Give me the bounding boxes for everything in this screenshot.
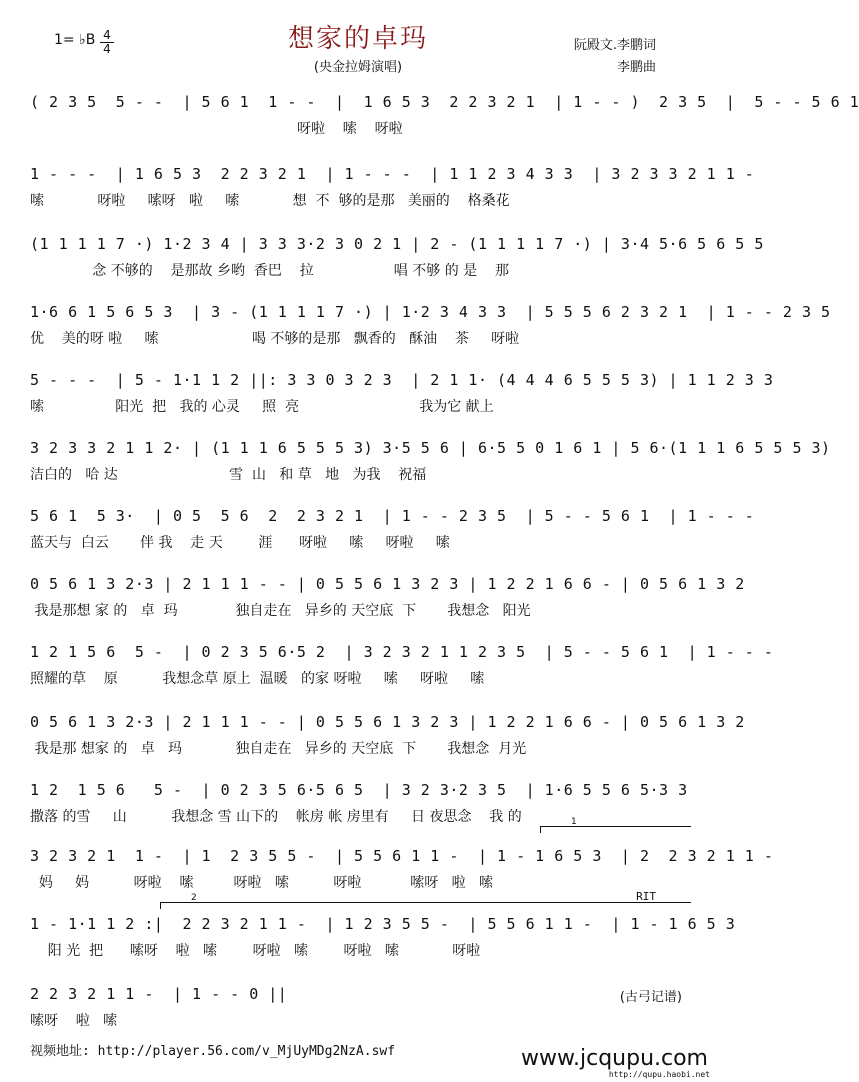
notation-line: 2 2 3 2 1 1 - | 1 - - 0 || [30,985,288,1003]
site-watermark-small: http://qupu.haobi.net [608,1070,710,1079]
composer-credit: 李鹏曲 [616,60,656,75]
score-line [30,92,859,138]
lyric-line: 阳 光 把 嗦呀 啦 嗦 呀啦 嗦 呀啦 嗦 呀啦 [30,943,481,959]
score-line [30,234,764,280]
notation-line: 1 2 1 5 6 5 - | 0 2 3 5 6·5 6 5 | 3 2 3·2 3 5 | 1·6 5 5 6 5·3 3 [30,781,688,799]
score-line [30,846,774,892]
time-top: 4 [103,28,111,42]
score-line [30,164,755,210]
lyric-line: 嗦 呀啦 嗦呀 啦 嗦 想 不 够的是那 美丽的 格桑花 [30,193,510,209]
volta-number-1: 1 [571,817,577,827]
notation-line: 1·6 6 1 5 6 5 3 | 3 - (1 1 1 1 7 ·) | 1·2 3 4 3 3 | 5 5 5 6 2 3 2 1 | 1 - - 2 3 5 [30,303,831,321]
key-signature: 1= ♭B [54,32,96,48]
lyric-line: 蓝天与 白云 伴 我 走 天 涯 呀啦 嗦 呀啦 嗦 [30,535,450,551]
notation-line: 0 5 6 1 3 2·3 | 2 1 1 1 - - | 0 5 5 6 1 3 2 3 | 1 2 2 1 6 6 - | 0 5 6 1 3 2 [30,713,745,731]
site-watermark: www.jcqupu.com [521,1046,708,1071]
notation-line: (1 1 1 1 7 ·) 1·2 3 4 | 3 3 3·2 3 0 2 1 | 2 - (1 1 1 1 7 ·) | 3·4 5·6 5 6 5 5 [30,235,764,253]
lyric-line: 我是那 想家 的 卓 玛 独自走在 异乡的 天空底 下 我想念 月光 [30,741,527,757]
notation-line: 1 - - - | 1 6 5 3 2 2 3 2 1 | 1 - - - | 1 1 2 3 4 3 3 | 3 2 3 3 2 1 1 - [30,165,755,183]
time-signature [100,30,114,55]
lyric-line: 优 美的呀 啦 嗦 喝 不够的是那 飘香的 酥油 茶 呀啦 [30,331,520,347]
notation-line: 0 5 6 1 3 2·3 | 2 1 1 1 - - | 0 5 5 6 1 3 2 3 | 1 2 2 1 6 6 - | 0 5 6 1 3 2 [30,575,745,593]
score-line [30,370,774,416]
lyric-line: 照耀的草 原 我想念草 原上 温暖 的家 呀啦 嗦 呀啦 嗦 [30,671,485,687]
score-line [30,914,736,960]
score-line [30,302,831,348]
notation-line: 1 2 1 5 6 5 - | 0 2 3 5 6·5 2 | 3 2 3 2 1 1 2 3 5 | 5 - - 5 6 1 | 1 - - - [30,643,774,661]
notation-line: 3 2 3 3 2 1 1 2· | (1 1 1 6 5 5 5 3) 3·5 5 6 | 6·5 5 0 1 6 1 | 5 6·(1 1 1 6 5 5 5 3) [30,439,831,457]
lyric-line: 呀啦 嗦 呀啦 [30,121,403,137]
video-link[interactable]: 视频地址: http://player.56.com/v_MjUyMDg2NzA.swf [30,1044,396,1059]
song-title: 想家的卓玛 [287,24,428,54]
lyric-line: 嗦呀 啦 嗦 [30,1013,118,1029]
lyric-line: 念 不够的 是那故 乡哟 香巴 拉 唱 不够 的 是 那 [30,263,509,279]
score-line [30,574,745,620]
score-line [30,438,831,484]
score-line [30,984,690,1030]
notation-line: 5 6 1 5 3· | 0 5 5 6 2 2 3 2 1 | 1 - - 2 3 5 | 5 - - 5 6 1 | 1 - - - [30,507,755,525]
score-line [30,780,690,826]
notation-line: 5 - - - | 5 - 1·1 1 2 ||: 3 3 0 3 2 3 | 2 1 1· (4 4 4 6 5 5 5 3) | 1 1 2 3 3 [30,371,774,389]
score-line [30,712,745,758]
score-line [30,506,755,552]
score-line [30,642,774,688]
rit-marking: RIT [636,890,656,903]
volta-bracket-1 [540,817,691,833]
notation-line: 3 2 3 2 1 1 - | 1 2 3 5 5 - | 5 5 6 1 1 - | 1 - 1 6 5 3 | 2 2 3 2 1 1 - [30,847,774,865]
transcriber-note: (古弓记谱) [619,990,682,1005]
volta-number-2: 2 [191,893,197,903]
lyric-line: 撒落 的雪 山 我想念 雪 山下的 帐房 帐 房里有 日 夜思念 我 的 [30,809,522,825]
lyric-line: 我是那想 家 的 卓 玛 独自走在 异乡的 天空底 下 我想念 阳光 [30,603,531,619]
notation-line: 1 - 1·1 1 2 :| 2 2 3 2 1 1 - | 1 2 3 5 5 - | 5 5 6 1 1 - | 1 - 1 6 5 3 [30,915,736,933]
lyricist-credit: 阮殿文.李鹏词 [573,38,656,53]
performer-note: (央金拉姆演唱) [313,60,403,75]
lyric-line: 妈 妈 呀啦 嗦 呀啦 嗦 呀啦 嗦呀 啦 嗦 [30,875,494,891]
time-bottom: 4 [103,42,111,56]
lyric-line: 洁白的 哈 达 雪 山 和 草 地 为我 祝福 [30,467,427,483]
lyric-line: 嗦 阳光 把 我的 心灵 照 亮 我为它 献上 [30,399,494,415]
notation-line: ( 2 3 5 5 - - | 5 6 1 1 - - | 1 6 5 3 2 2 3 2 1 | 1 - - ) 2 3 5 | 5 - - 5 6 1 [30,93,859,111]
